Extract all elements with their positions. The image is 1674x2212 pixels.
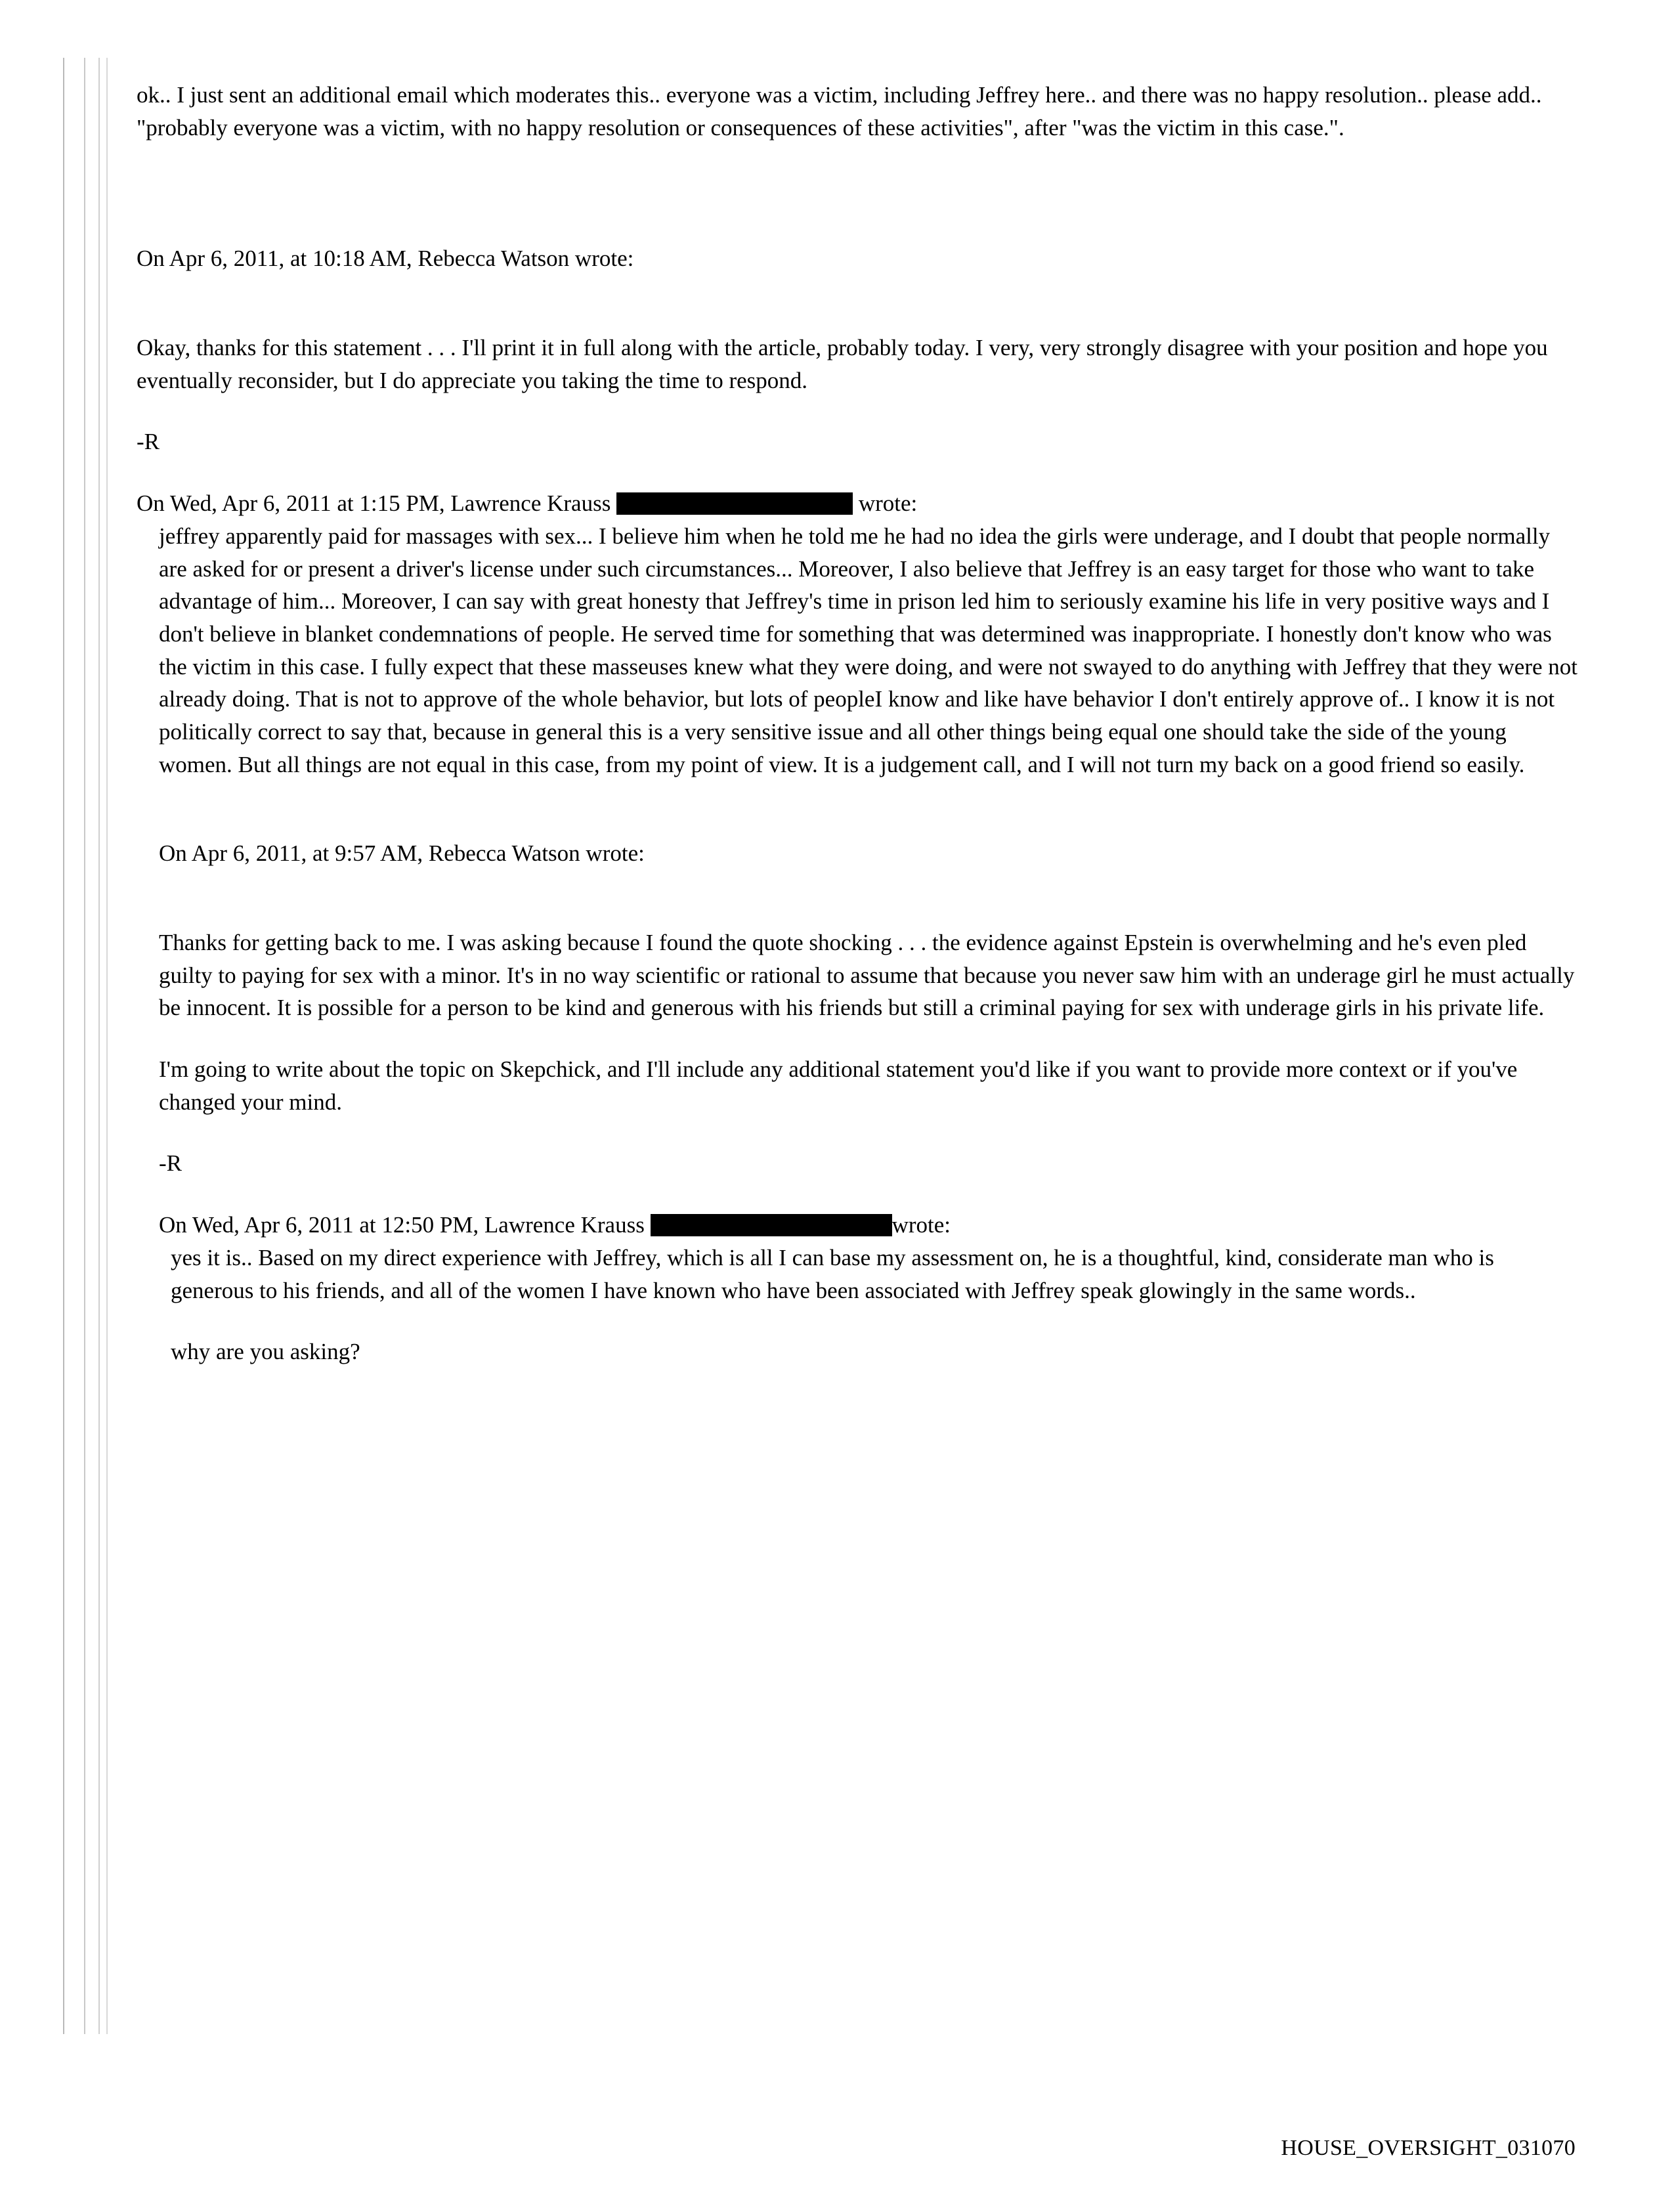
signature-r-2: -R xyxy=(159,1150,182,1177)
quote-header-krauss-1250-suffix: wrote: xyxy=(891,1212,951,1238)
spacer xyxy=(137,781,1581,837)
spacer xyxy=(137,275,1581,332)
paragraph-krauss-short: yes it is.. Based on my direct experience with Jeffrey, which is all I can base my assessment on, he is a thoughtful, kind, considerate man who is generous to his friends, and all of the women I have known who have been associated with Jeffrey speak glowingly in the same words.. xyxy=(171,1244,1494,1303)
signature-r-1: -R xyxy=(137,429,160,455)
paragraph-top-note: ok.. I just sent an additional email which moderates this.. everyone was a victim, including Jeffrey here.. and there was no happy resolution.. please add.. "probably everyone was a victim, with no happy resolution or consequences of these activities", after "was the victim in this case.". xyxy=(137,82,1542,141)
scan-line xyxy=(63,58,64,2034)
spacer xyxy=(137,144,1581,242)
scan-line xyxy=(106,58,108,2034)
quote-header-krauss-115-text: On Wed, Apr 6, 2011 at 1:15 PM, Lawrence Krauss xyxy=(137,490,617,517)
spacer xyxy=(137,458,1581,487)
redaction-bar-email-1 xyxy=(616,492,853,515)
scan-artifact-lines xyxy=(63,58,109,2034)
paragraph-watson-long: Thanks for getting back to me. I was asking because I found the quote shocking . . . the evidence against Epstein is overwhelming and he's even pled guilty to paying for sex with a minor. It's in no way scientific or rational to assume that because you never saw him with an underage girl he must actually be innocent. It is possible for a person to be kind and generous with his friends but still a criminal paying for sex with underage girls in his private life. xyxy=(159,930,1575,1021)
paragraph-krauss-long: jeffrey apparently paid for massages with sex... I believe him when he told me he had no idea the girls were underage, and I doubt that people normally are asked for or present a driver's license under such circumstances... Moreover, I also believe that Jeffrey is an easy target for those who want to take advantage of him... Moreover, I can say with great honesty that Jeffrey's time in prison led him to seriously examine his life in very positive ways and I don't believe in blanket condemnations of people. He served time for something that was determined was inappropriate. I honestly don't know who was the victim in this case. I fully expect that these masseuses knew what they were doing, and were not swayed to do anything with Jeffrey that they were not already doing. That is not to approve of the whole behavior, but lots of peopleI know and like have behavior I don't entirely approve of.. I know it is not politically correct to say that, because in general this is a very sensitive issue and all other things being equal one should take the side of the young women. But all things are not equal in this case, from my point of view. It is a judgement call, and I will not turn my back on a good friend so easily. xyxy=(159,523,1577,777)
quote-header-krauss-115 xyxy=(137,487,1581,520)
quote-header-krauss-1250 xyxy=(137,1209,1581,1242)
redaction-bar-email-2 xyxy=(651,1214,892,1236)
spacer xyxy=(137,1024,1581,1053)
spacer xyxy=(137,397,1581,425)
quote-header-krauss-115-suffix: wrote: xyxy=(853,490,918,517)
paragraph-watson-reply: Okay, thanks for this statement . . . I'll print it in full along with the article, probably today. I very, very strongly disagree with your position and hope you eventually reconsider, but I do appreciate you taking the time to respond. xyxy=(137,335,1548,393)
paragraph-krauss-question: why are you asking? xyxy=(171,1339,360,1365)
spacer xyxy=(137,1180,1581,1209)
scan-line xyxy=(84,58,85,2034)
quote-header-watson-957: On Apr 6, 2011, at 9:57 AM, Rebecca Watson wrote: xyxy=(159,840,645,867)
scan-line xyxy=(98,58,100,2034)
spacer xyxy=(137,870,1581,926)
quote-header-watson-1018: On Apr 6, 2011, at 10:18 AM, Rebecca Watson wrote: xyxy=(137,246,634,272)
spacer xyxy=(137,1307,1581,1335)
spacer xyxy=(137,1118,1581,1147)
bates-stamp: HOUSE_OVERSIGHT_031070 xyxy=(1281,2136,1576,2160)
paragraph-watson-skepchick: I'm going to write about the topic on Skepchick, and I'll include any additional statement you'd like if you want to provide more context or if you've changed your mind. xyxy=(159,1056,1518,1115)
document-body xyxy=(137,79,1581,1368)
quote-header-krauss-1250-text: On Wed, Apr 6, 2011 at 12:50 PM, Lawrence Krauss xyxy=(159,1212,651,1238)
